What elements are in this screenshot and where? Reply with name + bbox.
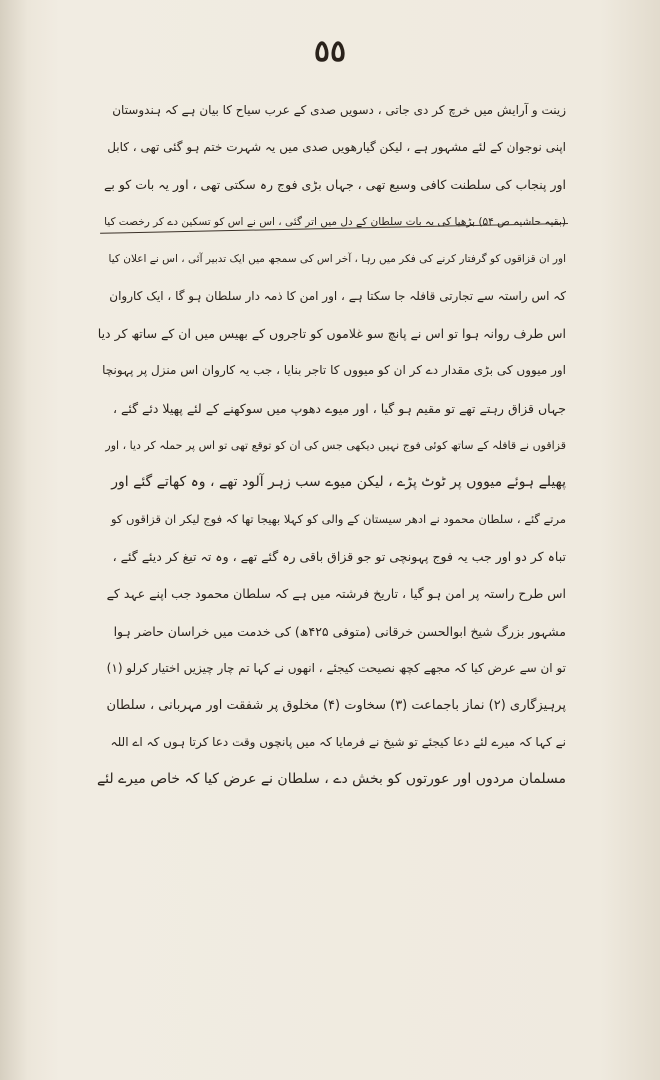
footnote-line: اس طرح راستہ پر امن ہو گیا ، تاریخ فرشتہ میں ہے کہ سلطان محمود جب اپنے عہد کے bbox=[106, 586, 566, 602]
footnote-line: پھیلے ہوئے میووں پر ٹوٹ پڑے ، لیکن میوے سب زہر آلود تھے ، وہ کھاتے گئے اور bbox=[111, 473, 566, 490]
text-line: اور پنجاب کی سلطنت کافی وسیع تھی ، جہاں بڑی فوج رہ سکتی تھی ، اور یہ بات کو بے bbox=[104, 177, 566, 193]
footnote-line: (بقیہ حاشیہ ص ۵۴) بڑھیا کی یہ بات سلطان کے دل میں اتر گئی ، اس نے اس کو تسکین دے کر رخصت کیا bbox=[104, 215, 566, 228]
footnote-line: مرتے گئے ، سلطان محمود نے ادھر سیستان کے والی کو کہلا بھیجا تھا کہ فوج لیکر ان قزاقوں کو bbox=[110, 512, 566, 527]
footnote-line: اور ان قزاقوں کو گرفتار کرنے کی فکر میں رہا ، آخر اس کی سمجھ میں ایک تدبیر آئی ، اس نے اعلان کیا bbox=[108, 252, 566, 265]
footnote-line: پرہیزگاری (۲) نماز باجماعت (۳) سخاوت (۴) مخلوق پر شفقت اور مہربانی ، سلطان bbox=[106, 698, 566, 713]
text-line: اپنی نوجوان کے لئے مشہور ہے ، لیکن گیارھویں صدی میں یہ شہرت ختم ہو گئی تھی ، کابل bbox=[107, 140, 566, 155]
footnote-line: مشہور بزرگ شیخ ابوالحسن خرقانی (متوفی ۴۲۵ھ) کی خدمت میں خراسان حاضر ہوا bbox=[113, 623, 566, 639]
footnote-line: نے کہا کہ میرے لئے دعا کیجئے تو شیخ نے فرمایا کہ میں پانچوں وقت دعا کرتا ہوں کہ اے اللہ bbox=[110, 735, 566, 750]
text-line: زینت و آرایش میں خرچ کر دی جاتی ، دسویں صدی کے عرب سیاح کا بیان ہے کہ ہندوستان bbox=[112, 103, 566, 117]
footnote-line: تباہ کر دو اور جب یہ فوج پہونچی تو جو قزاق باقی رہ گئے تھے ، وہ تہ تیغ کر دیئے گئے ، bbox=[112, 549, 566, 565]
footnote-line: قزاقوں نے قافلہ کے ساتھ کوئی فوج نہیں دیکھی جس کی ان کو توقع تھی تو اس پر حملہ کر دیا ، اور bbox=[105, 438, 566, 452]
page-number: ٥٥ bbox=[313, 34, 347, 69]
footnote-line: کہ اس راستہ سے تجارتی قافلہ جا سکتا ہے ، اور امن کا ذمہ دار سلطان ہو گا ، ایک کاروان bbox=[109, 288, 566, 303]
footnote-line: اور میووں کی بڑی مقدار دے کر ان کو میووں کا تاجر بنایا ، جب یہ کاروان اس منزل پر پہونچا bbox=[102, 363, 566, 378]
page-body-text bbox=[96, 92, 566, 799]
footnote-line: اس طرف روانہ ہوا تو اس نے پانچ سو غلاموں کو تاجروں کے بھیس میں ان کے ساتھ کر دیا bbox=[97, 326, 566, 342]
footnote-line: جہاں قزاق رہتے تھے تو مقیم ہو گیا ، اور میوے دھوپ میں سوکھنے کے لئے پھیلا دئے گئے ، bbox=[113, 400, 566, 416]
footnote-line: مسلمان مردوں اور عورتوں کو بخش دے ، سلطان نے عرض کیا کہ خاص میرے لئے bbox=[96, 771, 566, 788]
footnote-line: تو ان سے عرض کیا کہ مجھے کچھ نصیحت کیجئے ، انھوں نے کہا تم چار چیزیں اختیار کرلو (۱) bbox=[106, 660, 566, 675]
